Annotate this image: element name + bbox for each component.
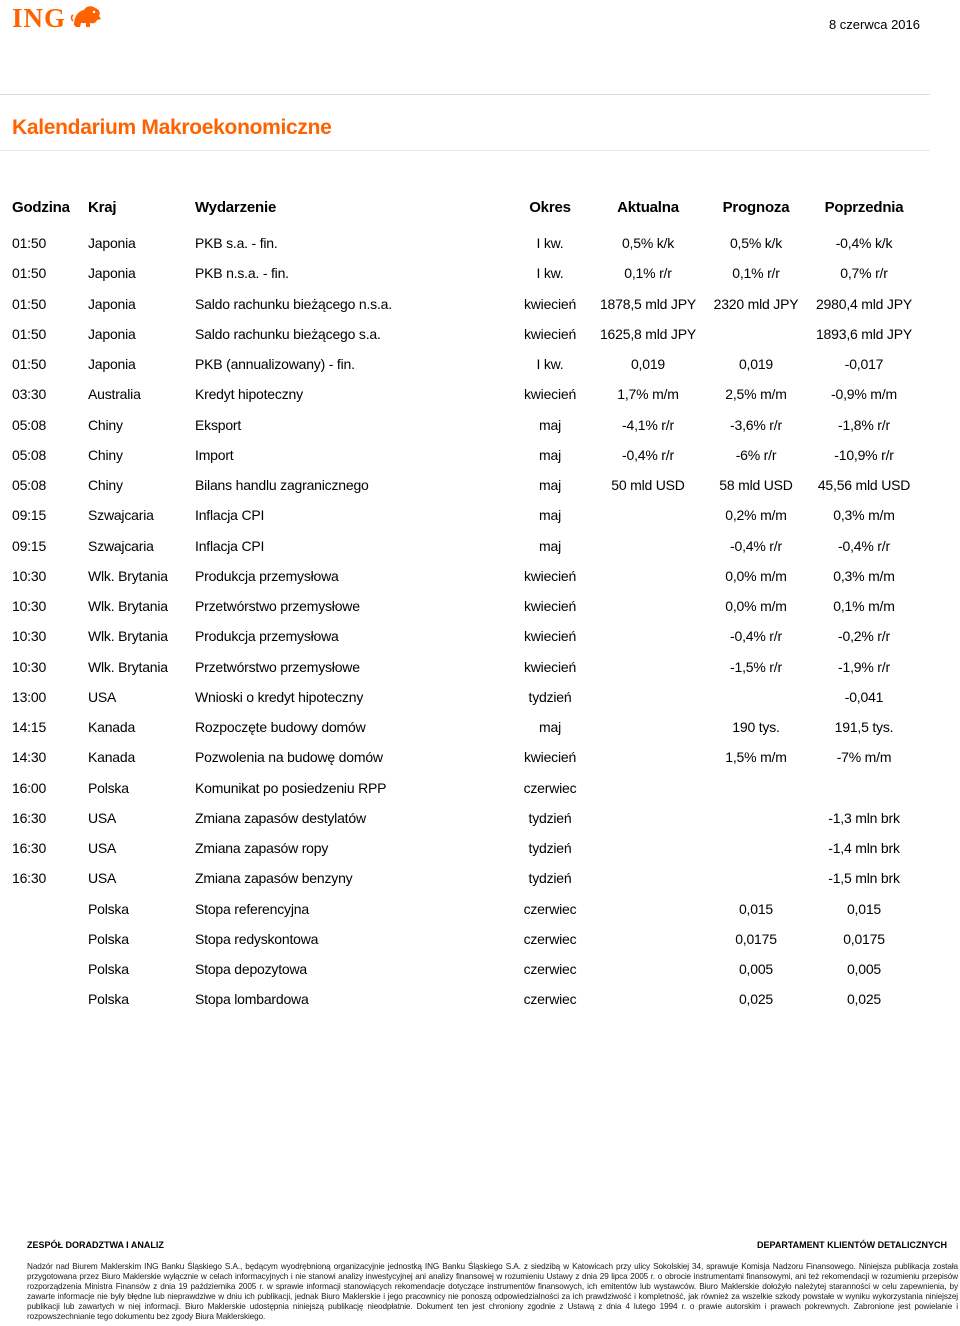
macro-calendar-table bbox=[0, 192, 960, 1015]
cell-time: 01:50 bbox=[12, 356, 47, 372]
cell-event: Zmiana zapasów ropy bbox=[195, 840, 329, 856]
cell-forecast: -3,6% r/r bbox=[730, 416, 782, 433]
cell-period: czerwiec bbox=[523, 900, 577, 917]
cell-previous: 0,1% m/m bbox=[833, 598, 895, 614]
cell-event: Stopa redyskontowa bbox=[195, 930, 319, 947]
cell-forecast: 58 mld USD bbox=[719, 477, 793, 493]
table-row bbox=[0, 652, 960, 682]
table-row bbox=[0, 621, 960, 651]
cell-country: Polska bbox=[88, 900, 129, 917]
cell-period: kwiecień bbox=[523, 749, 577, 766]
cell-previous: -0,4% r/r bbox=[838, 537, 890, 554]
cell-country: USA bbox=[88, 688, 117, 705]
cell-previous: -0,041 bbox=[844, 688, 884, 705]
cell-actual: 1,7% m/m bbox=[617, 386, 679, 403]
cell-country: Wlk. Brytania bbox=[88, 628, 168, 645]
cell-country: Japonia bbox=[88, 356, 136, 372]
cell-previous: -0,9% m/m bbox=[831, 386, 897, 403]
cell-event: Import bbox=[195, 446, 234, 463]
cell-time: 10:30 bbox=[12, 628, 47, 645]
cell-forecast: -0,4% r/r bbox=[730, 628, 782, 645]
cell-previous: 0,7% r/r bbox=[840, 265, 888, 282]
cell-event: Bilans handlu zagranicznego bbox=[195, 477, 369, 493]
cell-forecast: 0,005 bbox=[738, 961, 774, 977]
cell-period: kwiecień bbox=[523, 598, 577, 614]
cell-actual: 0,5% k/k bbox=[621, 235, 675, 251]
table-row bbox=[0, 228, 960, 258]
cell-previous: 0,3% m/m bbox=[833, 507, 895, 524]
table-row bbox=[0, 531, 960, 561]
cell-period: kwiecień bbox=[523, 567, 577, 584]
table-row bbox=[0, 319, 960, 349]
cell-country: Kanada bbox=[88, 719, 136, 735]
cell-previous: -10,9% r/r bbox=[834, 446, 894, 463]
cell-forecast: 0,025 bbox=[738, 991, 774, 1008]
cell-forecast: 2320 mld JPY bbox=[713, 295, 799, 312]
cell-event: PKB (annualizowany) - fin. bbox=[195, 356, 355, 372]
cell-event: Saldo rachunku bieżącego n.s.a. bbox=[195, 295, 392, 312]
table-row bbox=[0, 803, 960, 833]
cell-country: Australia bbox=[88, 386, 141, 403]
table-row bbox=[0, 924, 960, 954]
cell-event: Przetwórstwo przemysłowe bbox=[195, 598, 360, 614]
cell-time: 10:30 bbox=[12, 567, 47, 584]
table-header bbox=[0, 192, 960, 224]
cell-time: 01:50 bbox=[12, 235, 47, 251]
cell-previous: -1,4 mln brk bbox=[828, 840, 900, 856]
table-row bbox=[0, 500, 960, 530]
cell-period: czerwiec bbox=[523, 961, 577, 977]
col-header-time: Godzina bbox=[12, 199, 70, 216]
cell-time: 01:50 bbox=[12, 265, 47, 282]
cell-country: Kanada bbox=[88, 749, 136, 766]
cell-country: Polska bbox=[88, 991, 129, 1008]
table-row bbox=[0, 773, 960, 803]
cell-country: Japonia bbox=[88, 325, 136, 342]
cell-period: maj bbox=[539, 507, 561, 524]
cell-event: Produkcja przemysłowa bbox=[195, 628, 339, 645]
cell-previous: 2980,4 mld JPY bbox=[815, 295, 913, 312]
cell-country: USA bbox=[88, 809, 117, 826]
cell-forecast: -1,5% r/r bbox=[730, 658, 782, 675]
table-row bbox=[0, 682, 960, 712]
cell-country: Wlk. Brytania bbox=[88, 567, 168, 584]
cell-previous: -0,4% k/k bbox=[835, 235, 893, 251]
cell-actual: 0,019 bbox=[630, 356, 666, 372]
cell-event: Inflacja CPI bbox=[195, 507, 265, 524]
col-header-forecast: Prognoza bbox=[722, 199, 790, 216]
cell-time: 05:08 bbox=[12, 477, 47, 493]
cell-previous: 191,5 tys. bbox=[834, 719, 894, 735]
page-title: Kalendarium Makroekonomiczne bbox=[12, 116, 332, 139]
cell-time: 16:00 bbox=[12, 779, 47, 796]
title-divider bbox=[0, 150, 930, 151]
cell-forecast: 0,2% m/m bbox=[725, 507, 787, 524]
cell-forecast: 1,5% m/m bbox=[725, 749, 787, 766]
cell-previous: 0,005 bbox=[846, 961, 882, 977]
cell-country: USA bbox=[88, 870, 117, 887]
table-row bbox=[0, 440, 960, 470]
cell-event: Pozwolenia na budowę domów bbox=[195, 749, 383, 766]
cell-period: tydzień bbox=[528, 688, 572, 705]
cell-event: Wnioski o kredyt hipoteczny bbox=[195, 688, 364, 705]
table-row bbox=[0, 349, 960, 379]
cell-country: Chiny bbox=[88, 416, 123, 433]
cell-country: Japonia bbox=[88, 265, 136, 282]
cell-previous: 0,3% m/m bbox=[833, 567, 895, 584]
cell-forecast: 2,5% m/m bbox=[725, 386, 787, 403]
cell-time: 05:08 bbox=[12, 446, 47, 463]
cell-period: czerwiec bbox=[523, 991, 577, 1008]
table-row bbox=[0, 289, 960, 319]
cell-event: Zmiana zapasów benzyny bbox=[195, 870, 353, 887]
cell-event: Zmiana zapasów destylatów bbox=[195, 809, 366, 826]
cell-previous: 0,015 bbox=[846, 900, 882, 917]
cell-actual: 1625,8 mld JPY bbox=[599, 325, 697, 342]
cell-period: maj bbox=[539, 446, 561, 463]
cell-time: 09:15 bbox=[12, 507, 47, 524]
cell-period: maj bbox=[539, 537, 561, 554]
ing-logo bbox=[12, 3, 104, 34]
cell-previous: -0,017 bbox=[844, 356, 884, 372]
cell-time: 10:30 bbox=[12, 658, 47, 675]
cell-period: tydzień bbox=[528, 809, 572, 826]
cell-event: Produkcja przemysłowa bbox=[195, 567, 339, 584]
cell-event: Przetwórstwo przemysłowe bbox=[195, 658, 360, 675]
cell-country: Chiny bbox=[88, 477, 123, 493]
cell-previous: -7% m/m bbox=[836, 749, 892, 766]
cell-country: USA bbox=[88, 840, 117, 856]
cell-country: Wlk. Brytania bbox=[88, 658, 168, 675]
cell-period: czerwiec bbox=[523, 779, 577, 796]
cell-country: Polska bbox=[88, 779, 129, 796]
cell-event: Stopa depozytowa bbox=[195, 961, 307, 977]
cell-event: Stopa referencyjna bbox=[195, 900, 309, 917]
cell-previous: 0,0175 bbox=[843, 930, 885, 947]
table-row bbox=[0, 984, 960, 1014]
cell-event: Kredyt hipoteczny bbox=[195, 386, 303, 403]
table-row bbox=[0, 833, 960, 863]
cell-previous: -1,3 mln brk bbox=[828, 809, 900, 826]
cell-country: Japonia bbox=[88, 295, 136, 312]
cell-country: Polska bbox=[88, 961, 129, 977]
col-header-previous: Poprzednia bbox=[824, 199, 904, 216]
cell-period: czerwiec bbox=[523, 930, 577, 947]
cell-period: I kw. bbox=[536, 235, 564, 251]
cell-time: 10:30 bbox=[12, 598, 47, 614]
cell-country: Polska bbox=[88, 930, 129, 947]
cell-period: tydzień bbox=[528, 840, 572, 856]
cell-period: maj bbox=[539, 719, 561, 735]
cell-forecast: 0,019 bbox=[738, 356, 774, 372]
cell-time: 14:30 bbox=[12, 749, 47, 766]
cell-actual: -4,1% r/r bbox=[622, 416, 674, 433]
cell-forecast: 0,0% m/m bbox=[725, 598, 787, 614]
cell-previous: 45,56 mld USD bbox=[817, 477, 911, 493]
col-header-actual: Aktualna bbox=[617, 199, 679, 216]
cell-event: Komunikat po posiedzeniu RPP bbox=[195, 779, 387, 796]
cell-forecast: 0,1% r/r bbox=[732, 265, 780, 282]
page-header bbox=[0, 0, 960, 95]
disclaimer: Nadzór nad Biurem Maklerskim ING Banku Śląskiego S.A., będącym wyodrębnioną organizacyjnie jednostką ING Banku Śląskiego S.A. z siedzibą w Katowicach przy ulicy Sokolskiej 34, sprawuje Komisja Nadzoru Finansowego. Niniejsza publikacja została przygotowana przez Biuro Maklerskie wyłącznie w celach informacyjnych i nie stanowi analizy inwestycyjnej ani analizy finansowej w rozumieniu Ustawy z dnia 29 lipca 2005 r. o obrocie instrumentami finansowymi, ani też rekomendacji w rozumieniu przepisów rozporządzenia Ministra Finansów z dnia 19 października 2005 r. w sprawie informacji stanowiących rekomendacje dotyczące instrumentów finansowych, ich emitentów lub wystawców. Biuro Maklerskie dołożyło należytej staranności w celu zapewnienia, by zawarte informacje nie były błędne lub nieprawdziwe w dniu ich publikacji, jednak Biuro Maklerskie i jego pracownicy nie ponoszą odpowiedzialności za ich prawdziwość i kompletność, jak również za wszelkie szkody powstałe w wyniku wykorzystania niniejszej publikacji lub zawartych w niej informacji. Biuro Maklerskie udostępnia niniejszą publikację nieodpłatnie. Dokument ten jest chroniony zgodnie z Ustawą z dnia 4 lutego 1994 r. o prawie autorskim i prawach pokrewnych. Zabronione jest powielanie i rozpowszechnianie tego dokumentu bez zgody Biura Maklerskiego. bbox=[27, 1262, 958, 1321]
table-row bbox=[0, 712, 960, 742]
cell-period: maj bbox=[539, 477, 561, 493]
cell-country: Wlk. Brytania bbox=[88, 598, 168, 614]
table-row bbox=[0, 863, 960, 893]
cell-forecast: 0,0% m/m bbox=[725, 567, 787, 584]
cell-country: Chiny bbox=[88, 446, 123, 463]
cell-period: I kw. bbox=[536, 265, 564, 282]
cell-country: Japonia bbox=[88, 235, 136, 251]
cell-previous: -1,5 mln brk bbox=[828, 870, 900, 887]
logo-text: ING bbox=[12, 3, 67, 33]
cell-time: 13:00 bbox=[12, 688, 47, 705]
cell-actual: 0,1% r/r bbox=[624, 265, 672, 282]
cell-previous: 0,025 bbox=[846, 991, 882, 1008]
cell-time: 01:50 bbox=[12, 295, 47, 312]
cell-event: PKB n.s.a. - fin. bbox=[195, 265, 289, 282]
cell-time: 03:30 bbox=[12, 386, 47, 403]
cell-forecast: -0,4% r/r bbox=[730, 537, 782, 554]
cell-forecast: 190 tys. bbox=[732, 719, 780, 735]
cell-period: kwiecień bbox=[523, 325, 577, 342]
cell-period: I kw. bbox=[536, 356, 564, 372]
table-row bbox=[0, 894, 960, 924]
cell-time: 14:15 bbox=[12, 719, 47, 735]
report-date: 8 czerwca 2016 bbox=[828, 17, 920, 32]
cell-previous: 1893,6 mld JPY bbox=[815, 325, 913, 342]
cell-forecast: 0,5% k/k bbox=[729, 235, 783, 251]
cell-period: kwiecień bbox=[523, 658, 577, 675]
col-header-event: Wydarzenie bbox=[195, 199, 277, 216]
table-row bbox=[0, 470, 960, 500]
cell-actual: -0,4% r/r bbox=[622, 446, 674, 463]
cell-previous: -0,2% r/r bbox=[838, 628, 890, 645]
cell-time: 09:15 bbox=[12, 537, 47, 554]
cell-event: Eksport bbox=[195, 416, 242, 433]
cell-period: tydzień bbox=[528, 870, 572, 887]
cell-event: Rozpoczęte budowy domów bbox=[195, 719, 366, 735]
cell-event: Inflacja CPI bbox=[195, 537, 265, 554]
cell-previous: -1,9% r/r bbox=[838, 658, 890, 675]
cell-actual: 50 mld USD bbox=[611, 477, 685, 493]
footer-department: DEPARTAMENT KLIENTÓW DETALICZNYCH bbox=[757, 1240, 947, 1250]
cell-period: kwiecień bbox=[523, 628, 577, 645]
cell-event: Saldo rachunku bieżącego s.a. bbox=[195, 325, 381, 342]
col-header-period: Okres bbox=[529, 199, 571, 216]
table-row bbox=[0, 379, 960, 409]
cell-event: Stopa lombardowa bbox=[195, 991, 309, 1008]
table-row bbox=[0, 258, 960, 288]
cell-forecast: -6% r/r bbox=[735, 446, 777, 463]
cell-time: 01:50 bbox=[12, 325, 47, 342]
cell-forecast: 0,015 bbox=[738, 900, 774, 917]
cell-period: kwiecień bbox=[523, 386, 577, 403]
cell-country: Szwajcaria bbox=[88, 537, 154, 554]
cell-period: maj bbox=[539, 416, 561, 433]
cell-time: 05:08 bbox=[12, 416, 47, 433]
lion-icon bbox=[70, 3, 104, 34]
cell-country: Szwajcaria bbox=[88, 507, 154, 524]
cell-period: kwiecień bbox=[523, 295, 577, 312]
cell-time: 16:30 bbox=[12, 870, 47, 887]
cell-event: PKB s.a. - fin. bbox=[195, 235, 278, 251]
cell-actual: 1878,5 mld JPY bbox=[599, 295, 697, 312]
header-divider bbox=[0, 94, 930, 95]
cell-forecast: 0,0175 bbox=[735, 930, 777, 947]
cell-time: 16:30 bbox=[12, 809, 47, 826]
table-row bbox=[0, 954, 960, 984]
table-row bbox=[0, 410, 960, 440]
table-row bbox=[0, 591, 960, 621]
table-row bbox=[0, 742, 960, 772]
col-header-country: Kraj bbox=[88, 199, 117, 216]
cell-previous: -1,8% r/r bbox=[838, 416, 890, 433]
footer-team: ZESPÓŁ DORADZTWA I ANALIZ bbox=[27, 1240, 164, 1250]
cell-time: 16:30 bbox=[12, 840, 47, 856]
table-row bbox=[0, 561, 960, 591]
